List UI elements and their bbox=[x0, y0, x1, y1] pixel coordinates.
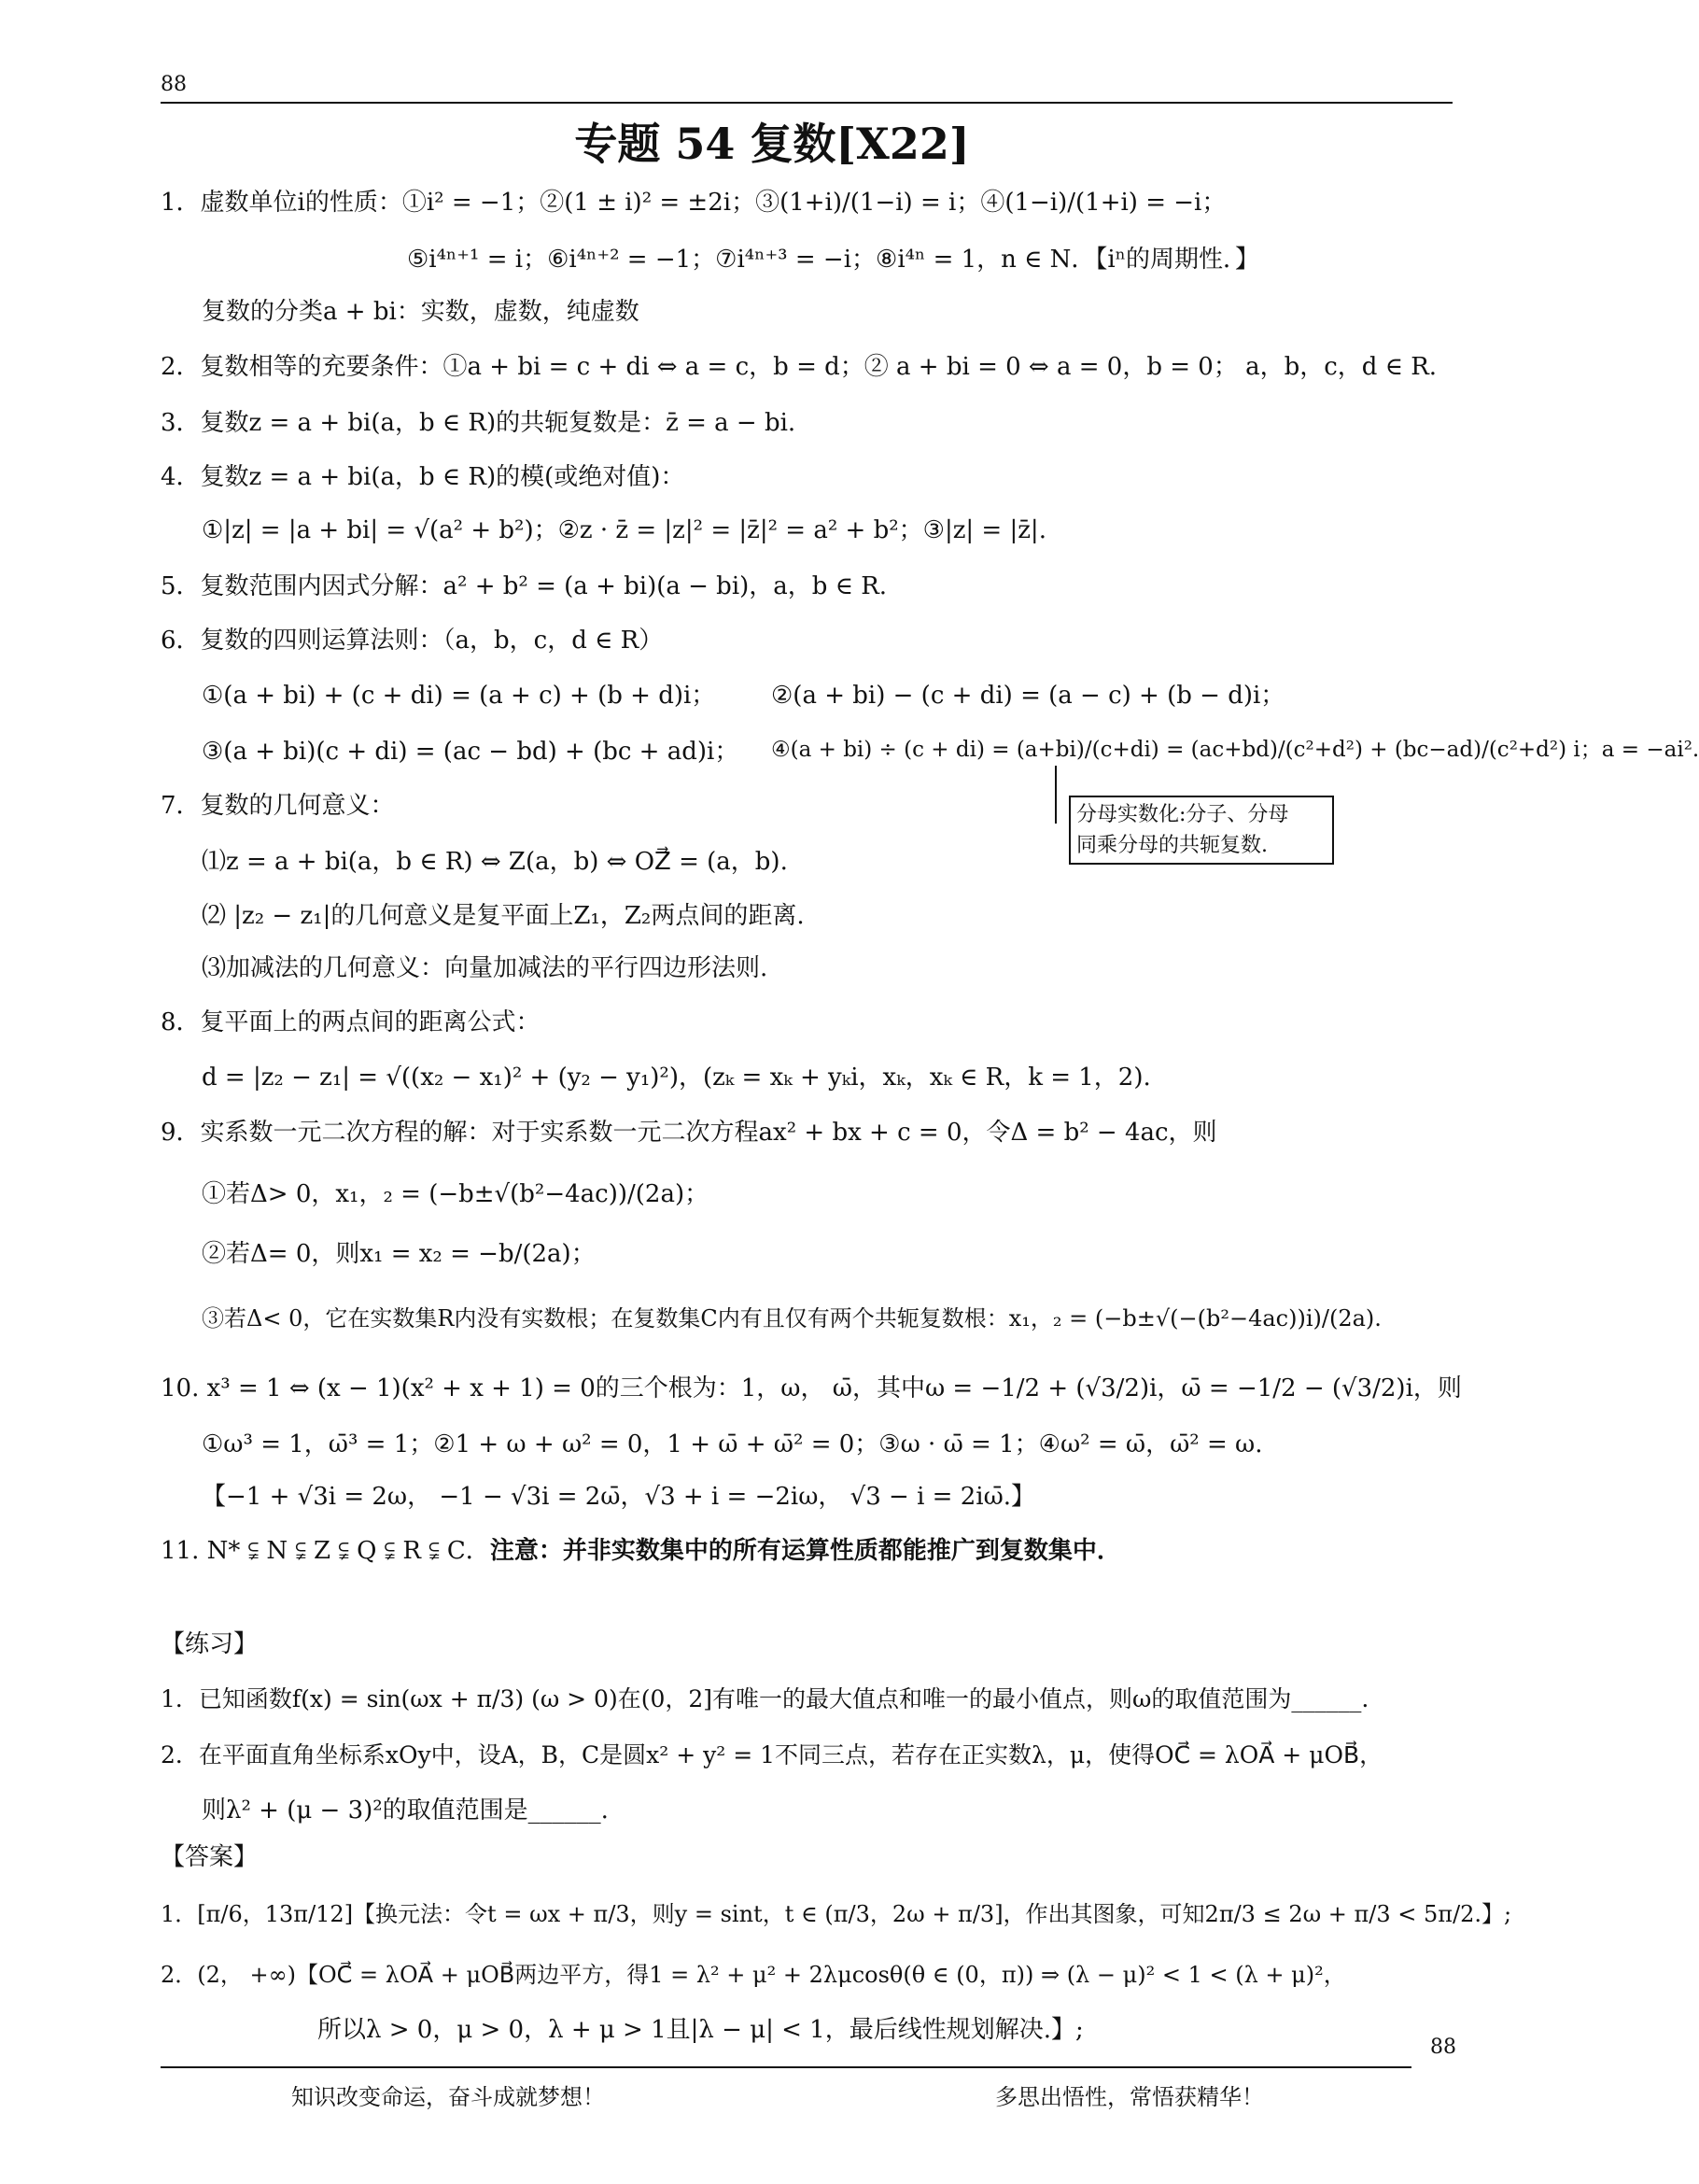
section-11 bbox=[161, 1531, 1121, 1566]
footer-right-motto: 多思出悟性，常悟获精华！ bbox=[995, 2084, 1264, 2110]
section-7-line-2: ⑴z = a + bi(a，b ∈ R) ⇔ Z(a，b) ⇔ OZ⃗ = (a，b). bbox=[202, 848, 788, 876]
section-6-op-1: ①(a + bi) + (c + di) = (a + c) + (b + d)i； bbox=[202, 682, 716, 710]
page-number-bottom: 88 bbox=[1430, 2036, 1456, 2059]
section-4-line-2: ①|z| = |a + bi| = √(a² + b²)；②z · z̄ = |z|² = |z̄|² = a² + b²；③|z| = |z̄|. bbox=[202, 516, 1046, 544]
section-1-line-3: 复数的分类a + bi：实数，虚数，纯虚数 bbox=[202, 298, 639, 326]
answer-2-line-1: 2．(2， +∞)【OC⃗ = λOA⃗ + μOB⃗两边平方，得1 = λ² + μ² + 2λμcosθ(θ ∈ (0，π)) ⇒ (λ − μ)² < 1 < (λ + μ)²， bbox=[161, 1962, 1346, 1988]
section-3: 3．复数z = a + bi(a，b ∈ R)的共轭复数是：z̄ = a − bi. bbox=[161, 409, 796, 437]
section-9-line-1: 9．实系数一元二次方程的解：对于实系数一元二次方程ax² + bx + c = 0，令Δ = b² − 4ac，则 bbox=[161, 1119, 1217, 1147]
callout-line-2: 同乘分母的共轭复数. bbox=[1076, 834, 1268, 857]
section-8-line-2: d = |z₂ − z₁| = √((x₂ − x₁)² + (y₂ − y₁)²)，(zₖ = xₖ + yₖi，xₖ，xₖ ∈ R，k = 1，2). bbox=[202, 1064, 1151, 1092]
section-10-line-1: 10. x³ = 1 ⇔ (x − 1)(x² + x + 1) = 0的三个根为：1，ω， ω̄，其中ω = −1/2 + (√3/2)i，ω̄ = −1/2 − (√3/2)i，则 bbox=[161, 1374, 1462, 1402]
page-title: 专题 54 复数[X22] bbox=[574, 119, 970, 169]
exercise-2-line-2: 则λ² + (μ − 3)²的取值范围是______. bbox=[202, 1797, 609, 1825]
callout-connector bbox=[1055, 766, 1057, 824]
callout-line-1: 分母实数化:分子、分母 bbox=[1076, 803, 1289, 826]
section-5: 5．复数范围内因式分解：a² + b² = (a + bi)(a − bi)，a，b ∈ R. bbox=[161, 572, 888, 600]
section-9-line-4: ③若Δ< 0，它在实数集R内没有实数根；在复数集C内有且仅有两个共轭复数根：x₁，₂ = (−b±√(−(b²−4ac))i)/(2a). bbox=[202, 1305, 1382, 1332]
section-1-line-1: 1．虚数单位i的性质：①i² = −1；②(1 ± i)² = ±2i；③(1+i)/(1−i) = i；④(1−i)/(1+i) = −i； bbox=[161, 189, 1227, 217]
section-9-line-3: ②若Δ= 0，则x₁ = x₂ = −b/(2a)； bbox=[202, 1240, 596, 1268]
header-rule bbox=[161, 102, 1453, 104]
section-10-line-2: ①ω³ = 1，ω̄³ = 1；②1 + ω + ω² = 0，1 + ω̄ + ω̄² = 0；③ω · ω̄ = 1；④ω² = ω̄，ω̄² = ω. bbox=[202, 1430, 1263, 1458]
exercise-heading: 【练习】 bbox=[161, 1630, 259, 1658]
section-7-line-1: 7．复数的几何意义： bbox=[161, 792, 395, 820]
section-1-line-2: ⑤i⁴ⁿ⁺¹ = i；⑥i⁴ⁿ⁺² = −1；⑦i⁴ⁿ⁺³ = −i；⑧i⁴ⁿ = 1，n ∈ N．【iⁿ的周期性．】 bbox=[407, 246, 1259, 274]
section-2: 2．复数相等的充要条件：①a + bi = c + di ⇔ a = c，b = d；② a + bi = 0 ⇔ a = 0，b = 0； a，b，c，d ∈ R. bbox=[161, 353, 1438, 381]
section-6-op-3: ③(a + bi)(c + di) = (ac − bd) + (bc + ad)i； bbox=[202, 738, 739, 766]
section-6-op-2: ②(a + bi) − (c + di) = (a − c) + (b − d)i； bbox=[771, 682, 1285, 710]
answer-heading: 【答案】 bbox=[161, 1843, 259, 1871]
section-6-line-1: 6．复数的四则运算法则：（a，b，c，d ∈ R） bbox=[161, 627, 664, 655]
footer-left-motto: 知识改变命运，奋斗成就梦想！ bbox=[291, 2084, 605, 2110]
section-7-line-3: ⑵ |z₂ − z₁|的几何意义是复平面上Z₁，Z₂两点间的距离. bbox=[202, 902, 805, 930]
answer-1: 1．[π/6，13π/12]【换元法：令t = ωx + π/3，则y = sint，t ∈ (π/3，2ω + π/3]，作出其图象，可知2π/3 ≤ 2ω + π/3 < 5π/2.】; bbox=[161, 1901, 1512, 1927]
section-4-line-1: 4．复数z = a + bi(a，b ∈ R)的模(或绝对值)： bbox=[161, 463, 685, 491]
answer-2-line-2: 所以λ > 0，μ > 0，λ + μ > 1且|λ − μ| < 1，最后线性规划解决.】; bbox=[317, 2016, 1084, 2044]
section-9-line-2: ①若Δ> 0，x₁，₂ = (−b±√(b²−4ac))/(2a)； bbox=[202, 1180, 709, 1208]
section-11-note: 注意：并非实数集中的所有运算性质都能推广到复数集中． bbox=[489, 1537, 1121, 1565]
callout-box bbox=[1069, 796, 1334, 865]
section-7-line-4: ⑶加减法的几何意义：向量加减法的平行四边形法则. bbox=[202, 954, 768, 982]
section-8-line-1: 8．复平面上的两点间的距离公式： bbox=[161, 1008, 541, 1036]
section-11-prefix: 11. N* ⫋ N ⫋ Z ⫋ Q ⫋ R ⫋ C． bbox=[161, 1537, 490, 1565]
exercise-2-line-1: 2．在平面直角坐标系xOy中，设A，B，C是圆x² + y² = 1不同三点，若存在正实数λ，μ，使得OC⃗ = λOA⃗ + μOB⃗， bbox=[161, 1741, 1383, 1768]
exercise-1: 1．已知函数f(x) = sin(ωx + π/3) (ω > 0)在(0，2]有唯一的最大值点和唯一的最小值点，则ω的取值范围为______. bbox=[161, 1685, 1369, 1712]
footer-rule bbox=[161, 2066, 1411, 2068]
section-10-line-3: 【−1 + √3i = 2ω， −1 − √3i = 2ω̄，√3 + i = −2iω， √3 − i = 2iω̄.】 bbox=[202, 1483, 1036, 1511]
section-6-op-4: ④(a + bi) ÷ (c + di) = (a+bi)/(c+di) = (ac+bd)/(c²+d²) + (bc−ad)/(c²+d²) i；a = −ai². bbox=[771, 738, 1699, 762]
page-number-top: 88 bbox=[161, 73, 187, 96]
